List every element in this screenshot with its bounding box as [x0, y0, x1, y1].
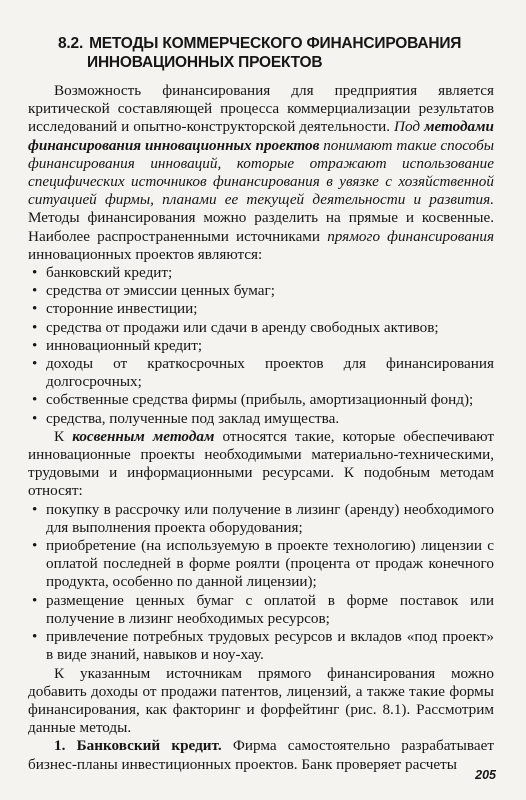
text-run: Фирма самостоятельно разрабатывает бизнес-планы инвестиционных проектов. Банк проверяет расчеты [28, 737, 494, 773]
bullet: • [32, 282, 38, 300]
bullet: • [32, 628, 38, 646]
bullet: • [32, 355, 38, 373]
list-item-text: собственные средства фирмы (прибыль, амортизационный фонд); [46, 391, 474, 409]
page-number: 205 [475, 768, 496, 782]
list-item-text: банковский кредит; [46, 264, 173, 282]
list-item-text: сторонние инвестиции; [46, 300, 198, 318]
bullet: • [32, 391, 38, 409]
paragraph-bank-credit [28, 737, 494, 773]
bullet: • [32, 409, 38, 427]
bold-italic-term: косвенным методам [72, 427, 215, 445]
italic-definition: понимают такие способы финансирования инноваций, которые отражают использование специфических источников финансирования в увязке с хозяйственной ситуацией фирмы, планами ее текущей деятельности и развития. [28, 136, 494, 209]
italic-run: Под [394, 118, 425, 136]
list-item [28, 337, 494, 355]
list-item [28, 628, 494, 664]
list-item [28, 355, 494, 391]
list-item [28, 537, 494, 592]
bullet: • [32, 264, 38, 282]
list-item-text: приобретение (на используемую в проекте технологию) лицензии с оплатой последней в форме роялти (процента от продаж конечного продукта, особенно по данной лицензии); [46, 537, 494, 591]
bullet: • [32, 300, 38, 318]
body-text [28, 82, 494, 774]
direct-sources-list [28, 264, 494, 428]
list-item-text: средства, полученные под заклад имущества. [46, 409, 340, 427]
bullet: • [32, 591, 38, 609]
list-item [28, 592, 494, 628]
section-heading [58, 34, 498, 72]
list-item-text: инновационный кредит; [46, 336, 203, 354]
list-item [28, 282, 494, 300]
paragraph-intro [28, 82, 494, 264]
list-item-text: средства от эмиссии ценных бумаг; [46, 282, 275, 300]
list-item-text: доходы от краткосрочных проектов для финансирования долгосрочных; [46, 355, 494, 391]
list-item-text: покупку в рассрочку или получение в лизинг (аренду) необходимого для выполнения проекта оборудования; [46, 500, 494, 536]
section-title-line-1: МЕТОДЫ КОММЕРЧЕСКОГО ФИНАНСИРОВАНИЯ [89, 35, 462, 52]
text-run: Возможность финансирования для предприятия является критической составляющей процесса коммерциализации результатов исследований и опытно-конструкторской деятельности. [28, 82, 494, 136]
bullet: • [32, 318, 38, 336]
text-run: относятся такие, которые обеспечивают инновационные проекты необходимыми материально-техническими, трудовыми и информационными ресурсами. К подобным методам относят: [28, 427, 494, 500]
list-item-text: средства от продажи или сдачи в аренду свободных активов; [46, 318, 439, 336]
bold-subheading: 1. Банковский кредит. [54, 737, 222, 755]
list-item-text: привлечение потребных трудовых ресурсов и вкладов «под проект» в виде знаний, навыков и ноу-хау. [46, 628, 494, 664]
bold-italic-term: методами финансирования инновационных проектов [28, 118, 494, 154]
bullet: • [32, 537, 38, 555]
paragraph-indirect [28, 428, 494, 501]
italic-term: прямого финансирования [327, 227, 495, 245]
list-item [28, 300, 494, 318]
list-item [28, 410, 494, 428]
list-item [28, 391, 494, 409]
paragraph-additional-sources: К указанным источникам прямого финансирования можно добавить доходы от продажи патентов, лицензий, а также такие формы финансирования, как факторинг и форфейтинг (рис. 8.1). Рассмотрим данные методы. [28, 664, 494, 737]
list-item [28, 501, 494, 537]
list-item [28, 319, 494, 337]
list-item-text: размещение ценных бумаг с оплатой в форме поставок или получение в лизинг необходимых ресурсов; [46, 591, 494, 627]
bullet: • [32, 500, 38, 518]
text-run: инновационных проектов являются: [28, 245, 263, 263]
indirect-methods-list [28, 501, 494, 665]
text-run: Методы финансирования можно разделить на прямые и косвенные. Наиболее распространенными источниками [28, 209, 494, 245]
text-run: К [54, 427, 73, 445]
list-item [28, 264, 494, 282]
bullet: • [32, 336, 38, 354]
section-number: 8.2. [58, 35, 84, 52]
section-title-line-2: ИННОВАЦИОННЫХ ПРОЕКТОВ [87, 54, 323, 71]
